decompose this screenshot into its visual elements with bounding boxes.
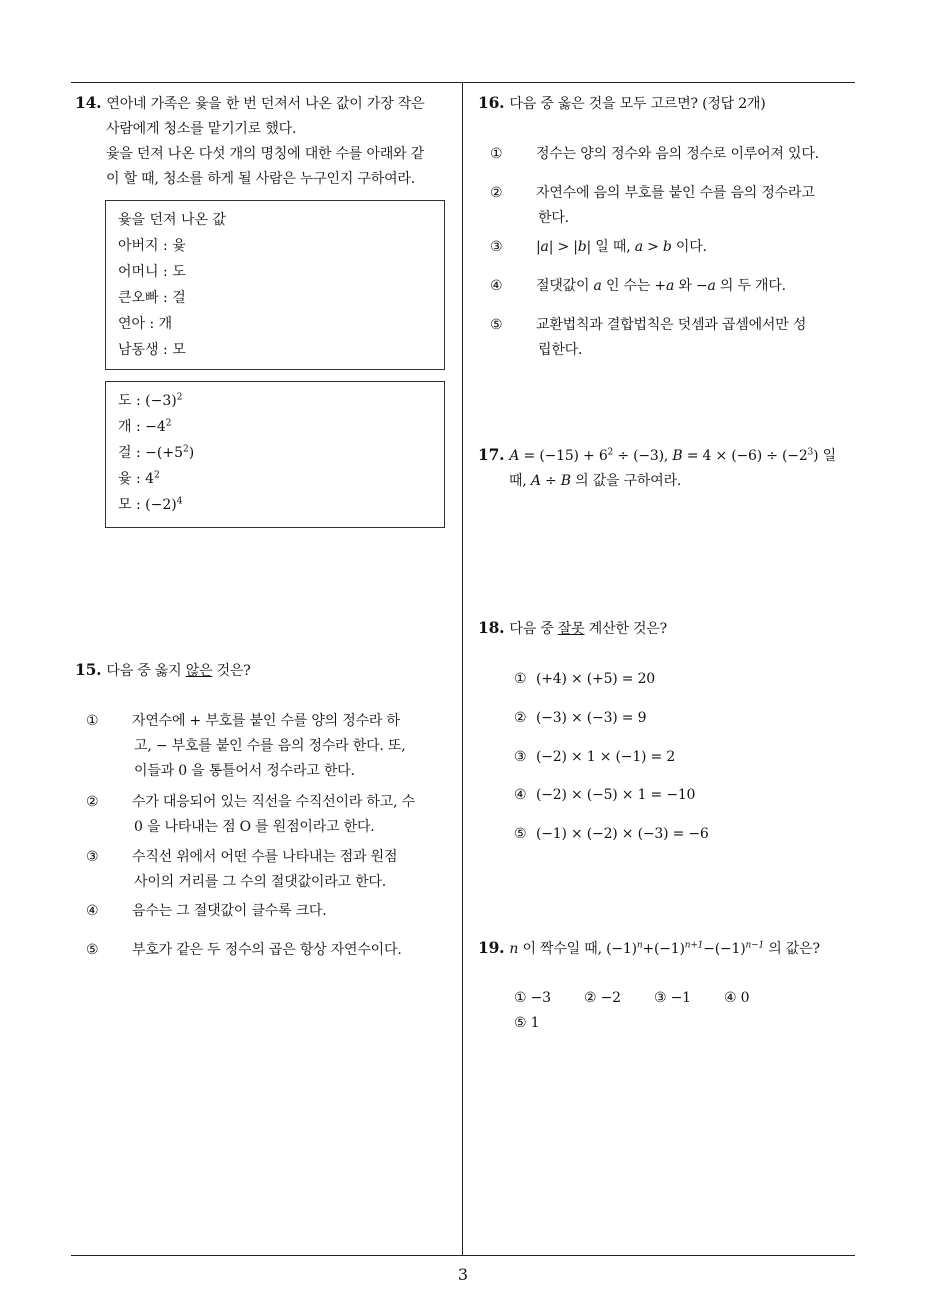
math-text: ÷ (−3), [613,448,673,464]
option-text: 립한다. [538,342,583,358]
math-text: −(−1) [703,941,746,957]
option-text: (−1) × (−2) × (−3) = −6 [536,826,709,842]
math-exponent: 3 [807,447,814,458]
option-text: 부호가 같은 두 정수의 곱은 항상 자연수이다. [132,942,402,958]
q19-option-4[interactable]: ④ 0 [724,990,750,1006]
value-gae-text: 개 : −4 [118,419,166,435]
math-var: B [560,473,571,489]
math-var: A [509,448,520,464]
q16-option-5[interactable] [490,313,878,363]
math-text: > [642,239,663,255]
option-marker: ③ [490,239,503,255]
value-gae [118,414,432,440]
option-text: 자연수에 + 부호를 붙인 수를 양의 정수라 하 [132,713,400,729]
value-mo [118,492,432,518]
math-text: = (−15) + 6 [519,448,608,464]
q19-option-2[interactable]: ② −2 [584,990,621,1006]
q19-options [514,986,854,1036]
q18-option-5[interactable] [514,822,709,847]
option-marker: ④ [86,903,99,919]
option-marker: ⑤ [86,942,99,958]
question-number: 17. [478,445,505,464]
question-number: 18. [478,618,505,637]
math-var: n [509,941,519,957]
math-text: 의 두 개다. [715,278,786,294]
question-number: 16. [478,93,505,112]
yut-row-brother: 큰오빠 : 걸 [118,290,186,306]
math-var: a [634,239,643,255]
option-marker: ② [514,710,527,726]
option-text: 이들과 0 을 통틀어서 정수라고 한다. [134,763,355,779]
value-do-text: 도 : (−3) [118,393,177,409]
question-15-text-end: 것은? [212,663,251,679]
question-19 [478,935,863,962]
math-text: 이 짝수일 때, (−1) [518,941,637,957]
q19-option-3[interactable]: ③ −1 [654,990,691,1006]
page-number: 3 [457,1265,469,1284]
value-mo-exponent: 4 [176,496,183,507]
math-exponent: n [636,940,643,951]
q15-option-5[interactable] [86,938,474,963]
math-var: a [593,278,602,294]
option-text: 한다. [538,210,569,226]
option-text: 고, − 부호를 붙인 수를 음의 정수라 한다. 또, [134,738,406,754]
yut-row-father: 아버지 : 윷 [118,238,186,254]
math-text: 의 값은? [763,941,820,957]
question-18-text: 다음 중 [509,621,558,637]
option-text: (+4) × (+5) = 20 [536,671,655,687]
option-text: 수직선 위에서 어떤 수를 나타내는 점과 원점 [132,849,398,865]
yut-value-box [105,381,445,528]
q15-option-3[interactable] [86,845,474,895]
math-var: B [672,448,683,464]
question-number: 14. [75,93,102,112]
option-marker: ③ [86,849,99,865]
question-17 [478,442,863,494]
math-text: 와 − [674,278,708,294]
math-text: 때, [509,473,531,489]
value-geol-close: ) [188,445,195,461]
question-17-line-2 [478,469,863,494]
option-marker: ④ [490,278,503,294]
question-14-line-1 [75,90,460,117]
option-text: 자연수에 음의 부호를 붙인 수를 음의 정수라고 [536,185,815,201]
bottom-rule [71,1255,855,1256]
question-number: 15. [75,660,102,679]
option-text: 교환법칙과 결합법칙은 덧셈과 곱셈에서만 성 [536,317,807,333]
q15-option-1[interactable] [86,709,474,784]
yut-box-title: 윷을 던져 나온 값 [118,212,227,228]
option-text: (−3) × (−3) = 9 [536,710,647,726]
q18-option-1[interactable] [514,667,655,692]
math-text: = 4 × (−6) ÷ (−2 [682,448,808,464]
question-14-line-4: 이 할 때, 청소를 하게 될 사람은 누구인지 구하여라. [106,171,415,187]
question-15-underlined: 않은 [185,663,213,679]
question-14-text: 연아네 가족은 윷을 한 번 던져서 나온 값이 가장 작은 [106,96,425,112]
question-14 [75,90,460,192]
option-marker: ③ [514,749,527,765]
math-text: | [536,239,541,255]
question-15 [75,657,460,684]
value-geol-exponent: 2 [182,444,189,455]
yut-row-yuna: 연아 : 개 [118,316,173,332]
question-17-line-1 [478,442,863,469]
option-marker: ② [490,185,503,201]
question-14-line-2: 사람에게 청소를 맡기기로 했다. [106,121,297,137]
option-text: (−2) × (−5) × 1 = −10 [536,787,696,803]
math-text: 이다. [671,239,707,255]
question-18-underlined: 잘못 [557,621,585,637]
q15-option-2[interactable] [86,790,474,840]
math-text: 인 수는 + [601,278,666,294]
q18-option-4[interactable] [514,783,695,808]
option-text: 음수는 그 절댓값이 클수록 크다. [132,903,327,919]
value-yut-text: 윷 : 4 [118,471,155,487]
question-18 [478,615,853,642]
question-number: 19. [478,938,505,957]
value-do-exponent: 2 [176,392,183,403]
yut-row-younger-brother: 남동생 : 모 [118,342,186,358]
q15-option-4[interactable] [86,899,474,924]
math-var: b [577,239,587,255]
option-text: (−2) × 1 × (−1) = 2 [536,749,676,765]
math-text: ÷ [540,473,561,489]
option-text: 사이의 거리를 그 수의 절댓값이라고 한다. [134,874,387,890]
option-text: 수가 대응되어 있는 직선을 수직선이라 하고, 수 [132,794,415,810]
q19-option-5[interactable]: ⑤ 1 [514,1015,540,1031]
q16-option-2[interactable] [490,181,878,231]
q19-option-1[interactable]: ① −3 [514,990,551,1006]
q16-option-4[interactable] [490,274,878,299]
option-marker: ⑤ [490,317,503,333]
option-marker: ① [490,146,503,162]
value-do [118,388,432,414]
math-exponent: n−1 [745,940,764,951]
question-16-text: 다음 중 옳은 것을 모두 고르면? (정답 2개) [509,96,766,112]
q18-option-2[interactable] [514,706,646,731]
math-text: ) 일 [813,448,836,464]
math-exponent: 2 [607,447,614,458]
math-var: a [665,278,675,294]
yut-row-mother: 어머니 : 도 [118,264,186,280]
question-14-line-3: 윷을 던져 나온 다섯 개의 명칭에 대한 수를 아래와 같 [106,146,425,162]
question-16 [478,90,853,117]
value-geol [118,440,432,466]
q16-option-3[interactable] [490,235,878,260]
question-18-text-end: 계산한 것은? [584,621,667,637]
option-marker: ⑤ [514,826,527,842]
option-marker: ④ [514,787,527,803]
option-marker: ① [86,713,99,729]
option-text: 정수는 양의 정수와 음의 정수로 이루어져 있다. [536,146,819,162]
value-mo-text: 모 : (−2) [118,497,177,513]
yut-result-box [105,200,445,370]
value-yut [118,466,432,492]
math-text: | 일 때, [586,239,635,255]
option-marker: ① [514,671,527,687]
math-var: A [530,473,541,489]
q16-option-1[interactable] [490,142,878,167]
math-text: | > | [548,239,578,255]
math-text: 절댓값이 [536,278,594,294]
math-text: 의 값을 구하여라. [570,473,682,489]
value-yut-exponent: 2 [154,470,160,481]
math-text: +(−1) [642,941,685,957]
math-exponent: n+1 [684,940,704,951]
math-var: b [662,239,672,255]
q18-option-3[interactable] [514,745,675,770]
option-text: 0 을 나타내는 점 O 를 원점이라고 한다. [134,819,375,835]
value-gae-exponent: 2 [165,418,172,429]
math-var: a [540,239,549,255]
value-geol-text: 걸 : −(+5 [118,445,183,461]
question-15-text: 다음 중 옳지 [106,663,186,679]
math-var: a [707,278,716,294]
option-marker: ② [86,794,99,810]
column-divider [462,83,463,1255]
